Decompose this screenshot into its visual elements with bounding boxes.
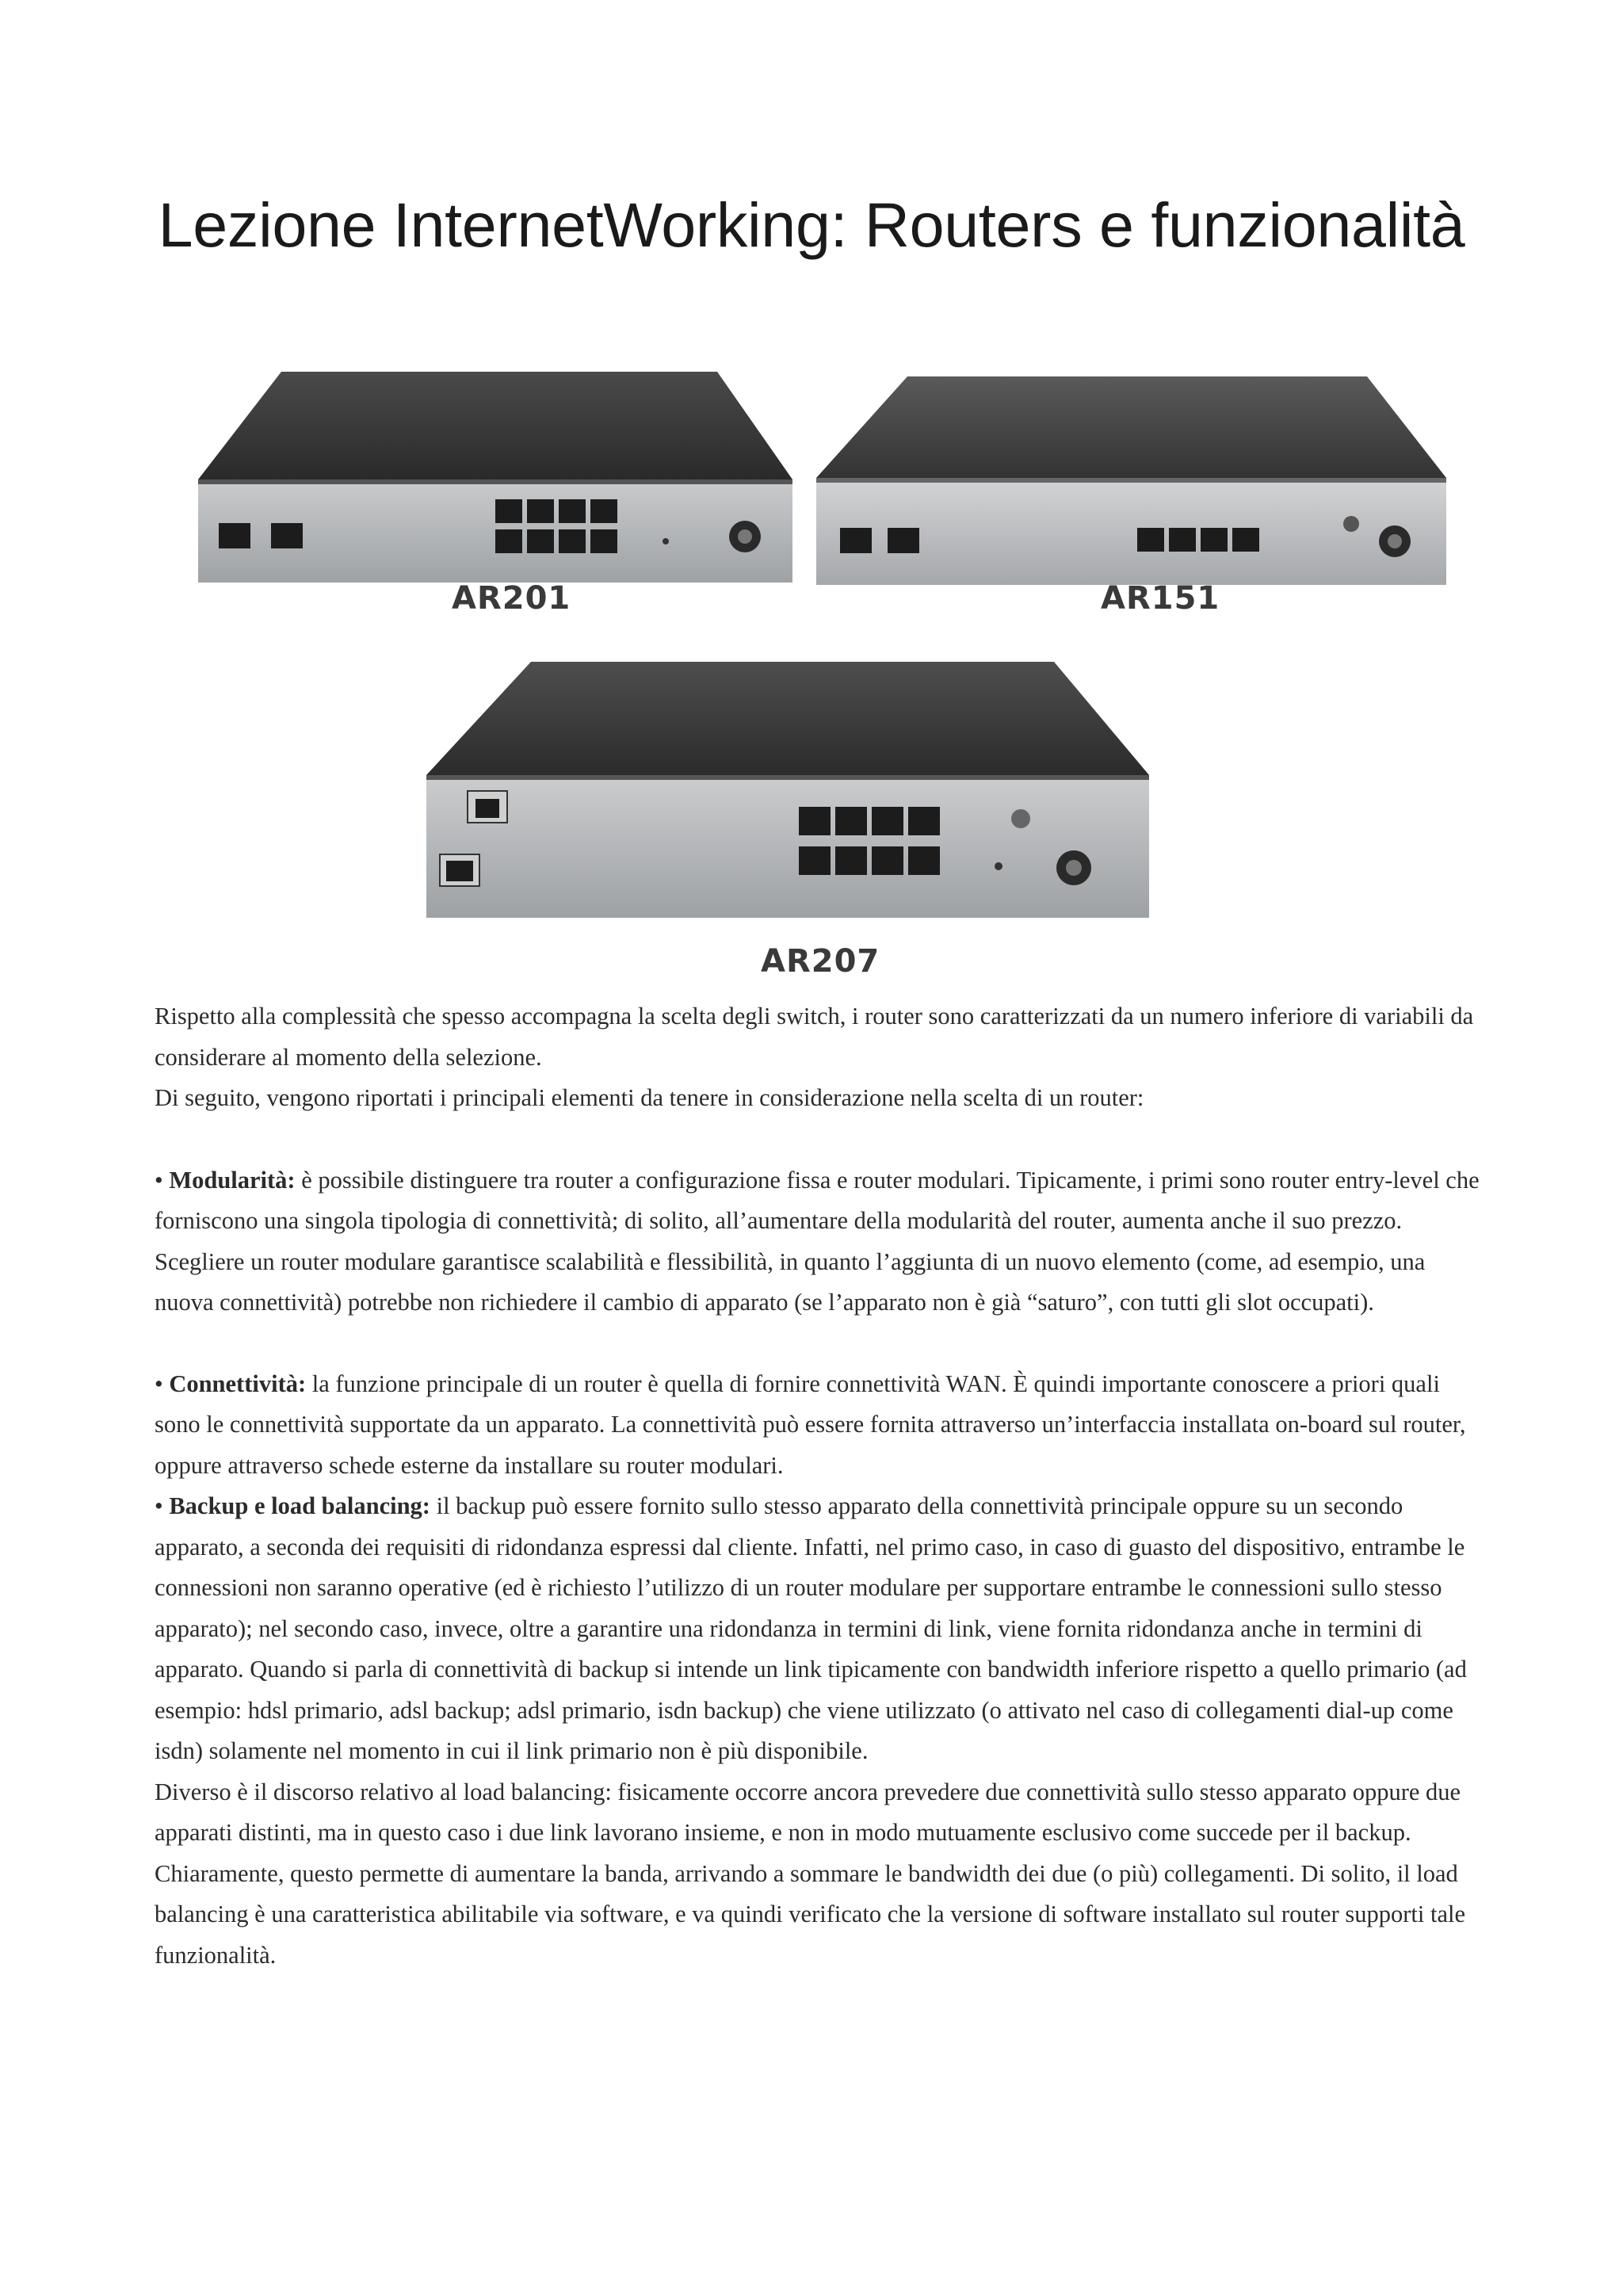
section-backup <box>155 1486 1482 1772</box>
section-modularita <box>155 1160 1482 1324</box>
section-connettivita <box>155 1364 1482 1487</box>
closing-paragraph: Diverso è il discorso relativo al load balancing: fisicamente occorre ancora prevedere due connettività sullo stesso apparato oppure due apparati distinti, ma in questo caso i due link lavorano insieme, e non in modo mutuamente esclusivo come succede per il backup. Chiaramente, questo permette di aumentare la banda, arrivando a sommare le bandwidth dei due (o più) collegamenti. Di solito, il load balancing è una caratteristica abilitabile via software, e va quindi verificato che la versione di software installato sul router supporti tale funzionalità. <box>155 1778 1465 1969</box>
bullet: • <box>155 1370 163 1397</box>
section-heading: Modularità: <box>169 1166 296 1194</box>
page-title: Lezione InternetWorking: Routers e funzionalità <box>158 189 1465 260</box>
paragraph-gap <box>155 1119 1482 1160</box>
section-text: la funzione principale di un router è quella di fornire connettività WAN. È quindi importante conoscere a priori quali sono le connettività supportate da un apparato. La connettività può essere fornita attraverso un’interfaccia installata on-board sul router, oppure attraverso schede esterne da installare su router modulari. <box>155 1370 1466 1479</box>
paragraph-gap <box>155 1324 1482 1364</box>
bullet: • <box>155 1166 163 1194</box>
section-text: è possibile distinguere tra router a configurazione fissa e router modulari. Tipicamente, i primi sono router entry-level che forniscono una singola tipologia di connettività; di solito, all’aumentare della modularità del router, aumenta anche il suo prezzo. Scegliere un router modulare garantisce scalabilità e flessibilità, in quanto l’aggiunta di un nuovo elemento (come, ad esempio, una nuova connettività) potrebbe non richiedere il cambio di apparato (se l’apparato non è già “saturo”, con tutti gli slot occupati). <box>155 1166 1480 1316</box>
router-ar201-image <box>190 361 808 590</box>
router-ar207-label: AR207 <box>761 943 880 980</box>
router-ar201-label: AR201 <box>452 580 571 617</box>
intro-paragraph-2: Di seguito, vengono riportati i principali elementi da tenere in considerazione nella scelta di un router: <box>155 1084 1144 1111</box>
bullet: • <box>155 1492 163 1519</box>
section-heading: Connettività: <box>169 1370 307 1397</box>
router-ar151-label: AR151 <box>1101 580 1220 617</box>
router-ar151-image <box>812 365 1470 591</box>
router-ar207-image <box>420 652 1161 926</box>
intro-paragraph: Rispetto alla complessità che spesso accompagna la scelta degli switch, i router sono caratterizzati da un numero inferiore di variabili da considerare al momento della selezione. <box>155 1003 1474 1071</box>
section-text: il backup può essere fornito sullo stesso apparato della connettività principale oppure su un secondo apparato, a seconda dei requisiti di ridondanza espressi dal cliente. Infatti, nel primo caso, in caso di guasto del dispositivo, entrambe le connessioni non saranno operative (ed è richiesto l’utilizzo di un router modulare per supportare entrambe le connessioni sullo stesso apparato); nel secondo caso, invece, oltre a garantire una ridondanza in termini di link, viene fornita ridondanza anche in termini di apparato. Quando si parla di connettività di backup si intende un link tipicamente con bandwidth inferiore rispetto a quello primario (ad esempio: hdsl primario, adsl backup; adsl primario, isdn backup) che viene utilizzato (o attivato nel caso di collegamenti dial-up come isdn) solamente nel momento in cui il link primario non è più disponibile. <box>155 1492 1467 1764</box>
article-body <box>155 996 1482 1976</box>
section-heading: Backup e load balancing: <box>169 1492 430 1519</box>
routers-photo <box>190 361 1466 995</box>
